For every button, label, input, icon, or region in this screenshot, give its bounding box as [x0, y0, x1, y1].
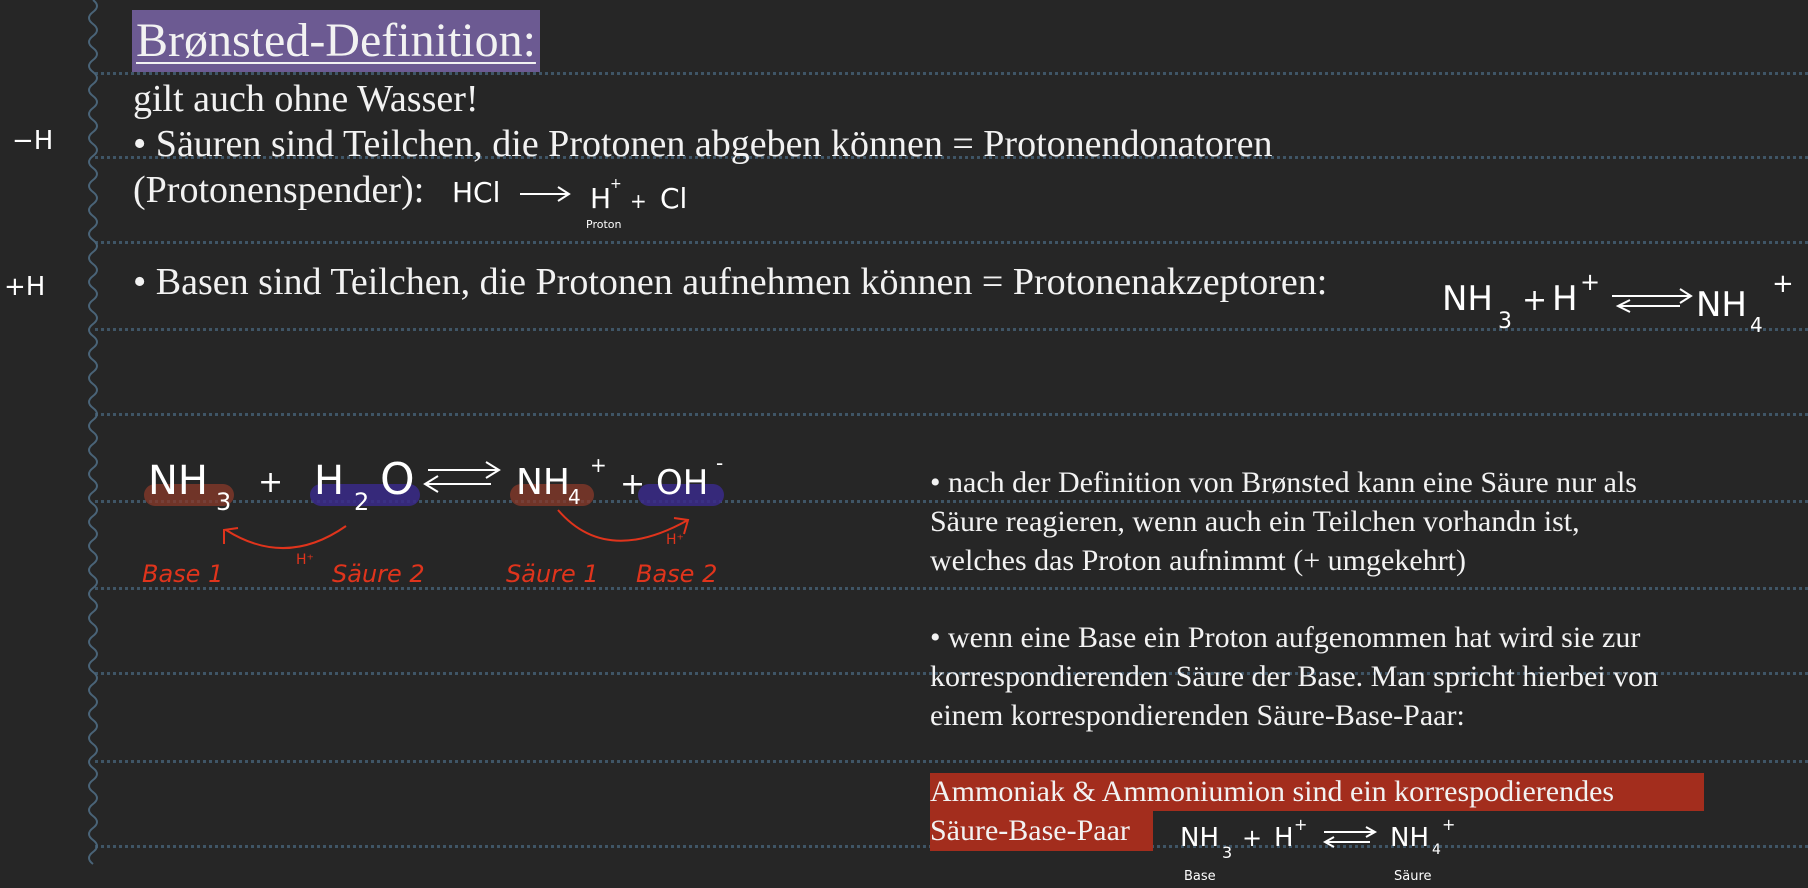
svg-text:3: 3 — [216, 488, 232, 516]
svg-text:4: 4 — [1432, 842, 1441, 858]
acids-definition-line2: (Protonenspender): — [133, 169, 425, 211]
margin-note-minus-h: −H — [12, 126, 54, 156]
highlighted-conclusion: Ammoniak & Ammoniumion sind ein korrespodierendes Säure-Base-Paar — [930, 775, 1615, 847]
svg-text:NH: NH — [1180, 823, 1219, 853]
base1-label: Base 1 — [142, 560, 224, 588]
svg-text:H: H — [1552, 279, 1578, 319]
svg-text:3: 3 — [1498, 309, 1512, 334]
water-equilibrium-equation — [136, 448, 736, 598]
svg-text:+: + — [1522, 283, 1548, 318]
base2-label: Base 2 — [636, 560, 718, 588]
proton-label: Proton — [586, 218, 622, 231]
svg-text:O: O — [380, 454, 415, 505]
acid2-label: Säure 2 — [332, 560, 425, 588]
proton-charge: + — [610, 176, 622, 192]
bases-definition-line: • Basen sind Teilchen, die Protonen aufnehmen können = Protonenakzeptoren: — [133, 261, 1328, 303]
svg-text:4: 4 — [568, 485, 581, 509]
equilibrium-arrow-icon — [1324, 827, 1375, 847]
page-title: Brønsted-Definition: — [132, 10, 540, 72]
chloride-symbol: Cl — [660, 182, 688, 215]
svg-text:+: + — [590, 453, 607, 477]
svg-text:+: + — [1294, 815, 1308, 834]
svg-text:4: 4 — [1750, 313, 1763, 337]
no-water-note: gilt auch ohne Wasser! — [133, 78, 479, 120]
svg-text:-: - — [716, 451, 724, 475]
svg-text:NH: NH — [1390, 823, 1429, 853]
svg-text:H: H — [1274, 823, 1294, 853]
svg-text:NH: NH — [1442, 279, 1493, 319]
acid1-label: Säure 1 — [506, 560, 599, 588]
right-arrow-icon — [520, 187, 569, 201]
svg-text:NH: NH — [148, 458, 208, 504]
proton-transfer-arrow-icon — [224, 510, 688, 548]
paragraph-conjugate-pair: • wenn eine Base ein Proton aufgenommen hat wird sie zur korrespondierenden Säure der Base. Man spricht hierbei von einem korrespondierenden Säure-Base-Paar: — [930, 621, 1659, 732]
conjugate-pair-equation — [1178, 814, 1478, 888]
svg-text:H: H — [314, 458, 345, 504]
svg-text:+: + — [258, 465, 284, 500]
notebook-spiral — [84, 0, 102, 888]
proton-symbol: H — [590, 182, 612, 215]
svg-text:OH: OH — [656, 463, 709, 503]
svg-text:+: + — [1772, 270, 1794, 299]
svg-text:+: + — [1242, 824, 1263, 852]
svg-text:3: 3 — [1222, 843, 1233, 862]
svg-text:H⁺: H⁺ — [666, 532, 684, 548]
svg-text:2: 2 — [354, 488, 370, 516]
svg-text:+: + — [620, 467, 646, 502]
pair-base-label: Base — [1184, 869, 1216, 884]
margin-note-plus-h: +H — [4, 272, 46, 302]
hcl-reactant: HCl — [452, 176, 501, 209]
svg-text:NH: NH — [1696, 285, 1747, 325]
hcl-plus: + — [630, 189, 647, 213]
svg-text:H⁺: H⁺ — [296, 552, 314, 568]
ammonia-protonation-equation — [1440, 270, 1808, 340]
svg-text:NH: NH — [516, 462, 570, 503]
equilibrium-arrow-icon — [425, 462, 499, 492]
svg-text:+: + — [1442, 815, 1456, 834]
paragraph-definition: • nach der Definition von Brønsted kann eine Säure nur als Säure reagieren, wenn auch ein Teilchen vorhandn ist, welches das Proton aufnimmt (+ umgekehrt) — [930, 466, 1637, 577]
svg-text:+: + — [1580, 270, 1601, 296]
pair-acid-label: Säure — [1394, 869, 1432, 884]
hcl-equation — [450, 172, 700, 234]
equilibrium-arrow-icon — [1612, 289, 1691, 312]
acids-definition-line1: • Säuren sind Teilchen, die Protonen abgeben können = Protonendonatoren — [133, 123, 1273, 165]
